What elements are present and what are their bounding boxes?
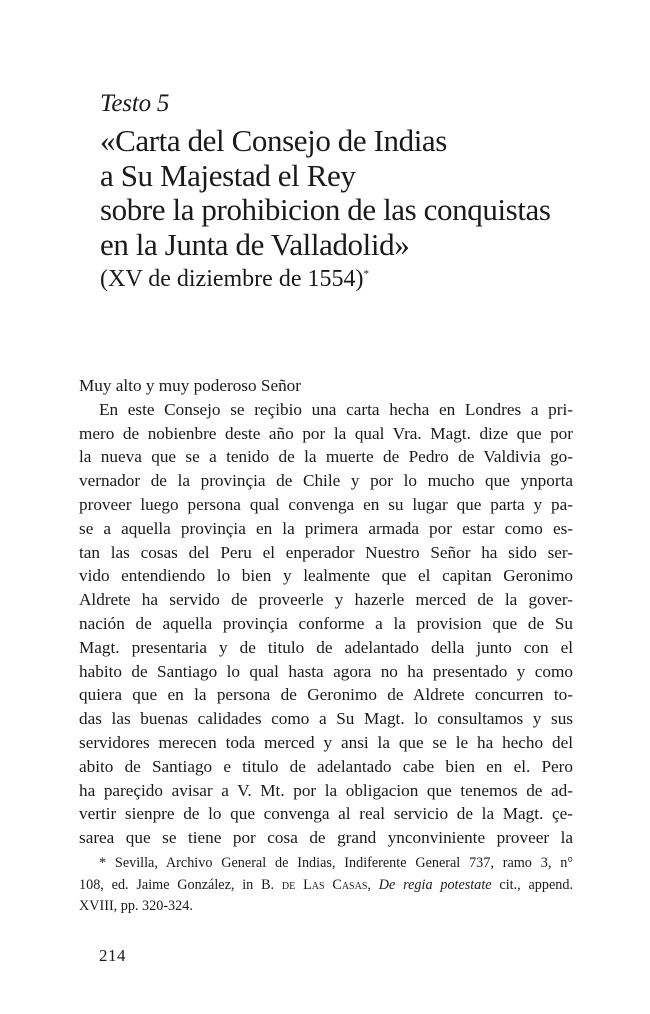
body-line: quiera que en la persona de Geronimo de Aldrete concurren to-: [79, 685, 573, 705]
footnote-text: ,: [367, 876, 379, 893]
body-line: tan las cosas del Peru el enperador Nuestro Señor ha sido ser-: [79, 542, 573, 562]
document-date: [100, 264, 600, 294]
body-line: Magt. presentaria y de titulo de adelantado della junto con el: [79, 637, 573, 657]
body-line: En este Consejo se reçibio una carta hecha en Londres a pri-: [99, 399, 573, 419]
letter-body: [79, 374, 573, 850]
footnote-text: [295, 877, 303, 893]
body-line: habito de Santiago lo qual hasta agora no ha presentado y como: [79, 661, 573, 681]
body-line: ha pareçido avisar a V. Mt. por la obligacion que tenemos de ad-: [79, 780, 573, 800]
body-line: vernador de la provinçia de Chile y por lo mucho que ynporta: [79, 471, 573, 491]
body-line: vido entendiendo lo bien y lealmente que el capitan Geronimo: [79, 566, 573, 586]
footnote-line: * Sevilla, Archivo General de Indias, Indiferente General 737, ramo 3, n°: [99, 855, 573, 871]
body-line: das las buenas calidades como a Su Magt. lo consultamos y sus: [79, 709, 573, 729]
title-line: en la Junta de Valladolid»: [100, 226, 410, 262]
page-number: 214: [99, 946, 126, 965]
author-name: Las Casas: [303, 876, 368, 893]
footnote-line: [79, 875, 573, 897]
chapter-heading: [100, 90, 600, 294]
cited-work-title: De regia potestate: [378, 876, 492, 893]
footnote-marker: *: [363, 268, 369, 280]
salutation: Muy alto y muy poderoso Señor: [79, 376, 301, 395]
title-line: sobre la prohibicion de las conquistas: [100, 192, 551, 227]
footnote-line: XVIII, pp. 320-324.: [79, 898, 193, 914]
body-line: la nueva que se a tenido de la muerte de Pedro de Valdivia go-: [79, 447, 573, 467]
body-line: se a aquella provinçia en la primera armada por estar como es-: [79, 518, 573, 538]
title-line: a Su Majestad el Rey: [100, 157, 356, 193]
date-text: (XV de diziembre de 1554): [100, 266, 364, 292]
body-line: sarea que se tiene por cosa de grand ynconviniente proveer la: [79, 828, 573, 848]
body-line: servidores merecen toda merced y ansi la que se le ha hecho del: [79, 732, 573, 752]
document-title: [100, 124, 600, 262]
text-number-label: Testo 5: [100, 90, 170, 117]
footnote-text: 108, ed. Jaime González, in B.: [79, 876, 282, 893]
author-particle: de: [281, 876, 296, 893]
body-line: mero de nobienbre deste año por la qual Vra. Magt. dize que por: [79, 423, 573, 443]
body-line: abito de Santiago e titulo de adelantado cabe bien en el. Pero: [79, 756, 573, 776]
body-line: Aldrete ha servido de proveerle y hazerle merced de la gover-: [79, 590, 573, 610]
body-line: nación de aquella provinçia conforme a la provision que de Su: [79, 613, 573, 633]
body-line: vertir sienpre de lo que convenga al real servicio de la Magt. çe-: [79, 804, 573, 824]
footnote-text: cit., append.: [491, 876, 574, 893]
title-line: «Carta del Consejo de Indias: [100, 123, 447, 158]
body-line: proveer luego persona qual convenga en su lugar que parta y pa-: [79, 494, 573, 514]
footnote: [79, 853, 573, 918]
